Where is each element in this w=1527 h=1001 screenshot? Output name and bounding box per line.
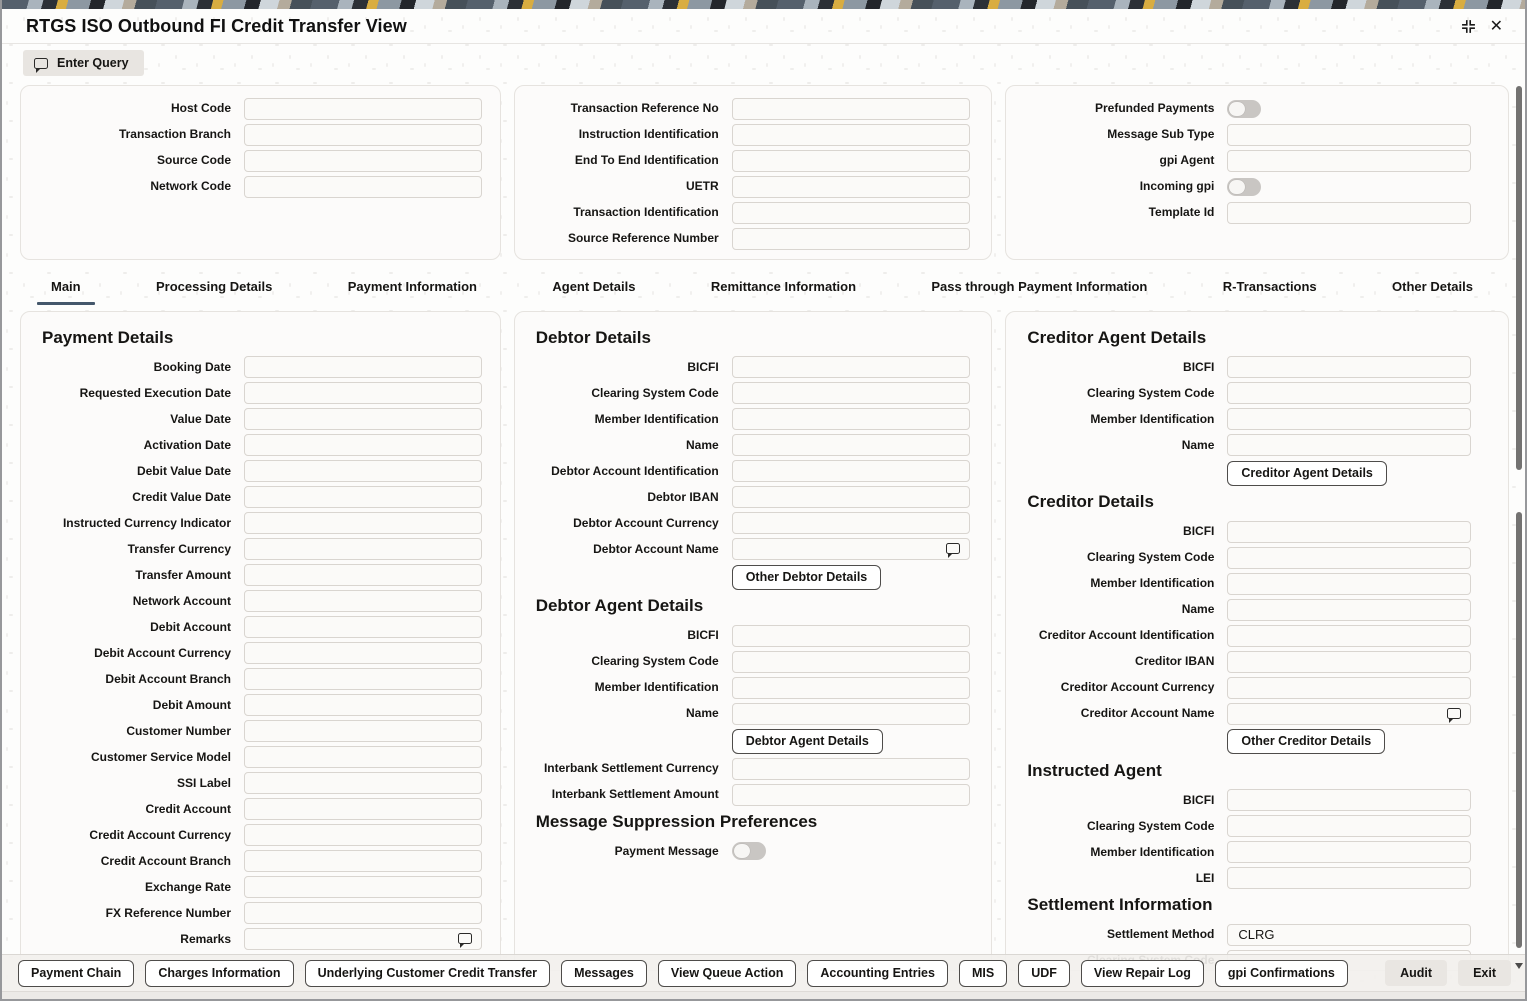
creditor-agent-details-heading: Creditor Agent Details	[1027, 328, 1207, 347]
transaction-identification-input[interactable]	[732, 202, 970, 224]
source-code-input[interactable]	[244, 150, 482, 172]
underlying-customer-credit-transfer-button[interactable]: Underlying Customer Credit Transfer	[305, 960, 551, 987]
field-row	[21, 564, 484, 586]
udf-button[interactable]: UDF	[1018, 960, 1070, 987]
interbank-settlement-currency-input[interactable]	[732, 758, 970, 780]
field-row	[1006, 599, 1492, 621]
customer-number-input[interactable]	[244, 720, 482, 742]
field-row	[1006, 408, 1492, 430]
clearing-system-code-label: Clearing System Code	[1087, 385, 1215, 400]
page-title: RTGS ISO Outbound FI Credit Transfer View	[26, 16, 407, 36]
tab-other-details[interactable]: Other Details	[1392, 278, 1473, 294]
field-row	[21, 616, 484, 638]
instructed-currency-indicator-label: Instructed Currency Indicator	[62, 515, 231, 530]
payment-message-toggle[interactable]	[732, 842, 766, 860]
uetr-label: UETR	[686, 179, 719, 194]
debit-amount-input[interactable]	[244, 694, 482, 716]
instructed-agent-heading: Instructed Agent	[1027, 760, 1162, 780]
value-date-input[interactable]	[244, 408, 482, 430]
field-row	[21, 694, 484, 716]
customer-number-label: Customer Number	[126, 723, 231, 738]
charges-information-button[interactable]: Charges Information	[145, 960, 293, 987]
creditor-account-currency-label: Creditor Account Currency	[1060, 680, 1215, 695]
scrollbar-thumb-lower[interactable]	[1516, 512, 1522, 948]
creditor-iban-input[interactable]	[1227, 651, 1471, 673]
field-row	[515, 538, 976, 560]
field-row	[21, 876, 484, 898]
titlebar	[2, 9, 1525, 44]
debtor-agent-details-heading: Debtor Agent Details	[535, 596, 704, 616]
bicfi-label: BICFI	[687, 359, 719, 374]
credit-account-currency-label: Credit Account Currency	[89, 827, 231, 842]
creditor-account-name-input[interactable]	[1227, 703, 1471, 725]
settlement-information-heading: Settlement Information	[1027, 895, 1213, 915]
reference-details-panel	[514, 85, 993, 260]
requested-execution-date-input[interactable]	[244, 382, 482, 404]
creditor-agent-details-button[interactable]: Creditor Agent Details	[1227, 461, 1387, 486]
transaction-branch-input[interactable]	[244, 124, 482, 146]
field-row	[1006, 356, 1492, 378]
tab-agent-details[interactable]: Agent Details	[552, 278, 636, 294]
view-repair-log-button[interactable]: View Repair Log	[1081, 960, 1204, 987]
bicfi-input[interactable]	[1227, 789, 1471, 811]
scrollbar-down-arrow-icon[interactable]	[1515, 963, 1523, 969]
network-code-input[interactable]	[244, 176, 482, 198]
comment-icon[interactable]	[946, 543, 960, 554]
comment-icon[interactable]	[458, 933, 472, 944]
comment-icon	[34, 58, 48, 69]
debtor-details-heading: Debtor Details	[535, 328, 651, 347]
creditor-account-currency-input[interactable]	[1227, 677, 1471, 699]
messages-button[interactable]: Messages	[561, 960, 647, 987]
debit-account-currency-label: Debit Account Currency	[94, 645, 231, 660]
field-row	[21, 538, 484, 560]
field-row	[515, 758, 976, 780]
bottom-strip	[2, 991, 1525, 999]
member-identification-input[interactable]	[1227, 573, 1471, 595]
bicfi-input[interactable]	[732, 356, 970, 378]
uetr-input[interactable]	[732, 176, 970, 198]
transfer-currency-label: Transfer Currency	[127, 541, 231, 556]
bicfi-label: BICFI	[687, 628, 719, 643]
field-row	[515, 124, 976, 146]
field-row	[21, 150, 484, 172]
transaction-branch-label: Transaction Branch	[118, 127, 231, 142]
field-row	[21, 668, 484, 690]
debtor-account-currency-input[interactable]	[732, 512, 970, 534]
debit-amount-label: Debit Amount	[152, 697, 231, 712]
template-id-input[interactable]	[1227, 202, 1471, 224]
field-row	[515, 382, 976, 404]
enter-query-button[interactable]	[23, 50, 144, 76]
field-row	[515, 98, 976, 120]
field-row	[515, 202, 976, 224]
incoming-gpi-label: Incoming gpi	[1139, 179, 1215, 194]
member-identification-label: Member Identification	[594, 411, 719, 426]
credit-account-input[interactable]	[244, 798, 482, 820]
lei-label: LEI	[1195, 870, 1215, 885]
accounting-entries-button[interactable]: Accounting Entries	[807, 960, 948, 987]
creditor-details-heading: Creditor Details	[1027, 492, 1154, 512]
gpi-agent-input[interactable]	[1227, 150, 1471, 172]
field-row	[1006, 924, 1492, 946]
end-to-end-identification-label: End To End Identification	[574, 153, 719, 168]
debtor-account-name-label: Debtor Account Name	[593, 541, 719, 556]
button-row	[515, 729, 976, 755]
field-row	[515, 434, 976, 456]
member-identification-label: Member Identification	[594, 680, 719, 695]
field-row	[21, 850, 484, 872]
field-row	[1006, 434, 1492, 456]
source-reference-number-label: Source Reference Number	[567, 231, 719, 246]
name-label: Name	[686, 706, 719, 721]
gpi-agent-label: gpi Agent	[1159, 153, 1215, 168]
tab-remittance-information[interactable]: Remittance Information	[710, 278, 857, 294]
exit-button[interactable]: Exit	[1458, 960, 1511, 986]
fx-reference-number-input[interactable]	[244, 902, 482, 924]
enter-query-label: Enter Query	[57, 56, 129, 70]
member-identification-label: Member Identification	[1090, 844, 1215, 859]
other-debtor-details-button[interactable]: Other Debtor Details	[732, 565, 882, 590]
clearing-system-code-input[interactable]	[1227, 547, 1471, 569]
field-row	[21, 824, 484, 846]
field-row	[1006, 521, 1492, 543]
requested-execution-date-label: Requested Execution Date	[79, 385, 231, 400]
field-row	[21, 642, 484, 664]
debit-account-branch-input[interactable]	[244, 668, 482, 690]
field-row	[515, 651, 976, 673]
debtor-account-identification-label: Debtor Account Identification	[551, 463, 719, 478]
credit-account-branch-label: Credit Account Branch	[100, 853, 231, 868]
field-row	[21, 590, 484, 612]
credit-value-date-label: Credit Value Date	[132, 489, 231, 504]
debit-value-date-input[interactable]	[244, 460, 482, 482]
message-suppression-preferences-heading: Message Suppression Preferences	[535, 811, 818, 831]
prefunded-payments-toggle[interactable]	[1227, 100, 1261, 118]
field-row	[515, 512, 976, 534]
field-row	[515, 150, 976, 172]
field-row	[1006, 124, 1492, 146]
settlement-method-input[interactable]	[1227, 924, 1471, 946]
ssi-label-input[interactable]	[244, 772, 482, 794]
tab-main[interactable]: Main	[49, 275, 83, 298]
member-identification-input[interactable]	[732, 677, 970, 699]
field-row	[21, 746, 484, 768]
instruction-identification-label: Instruction Identification	[578, 127, 719, 142]
field-row	[1006, 677, 1492, 699]
transfer-currency-input[interactable]	[244, 538, 482, 560]
prefunded-payments-label: Prefunded Payments	[1095, 101, 1215, 116]
clearing-system-code-input[interactable]	[1227, 815, 1471, 837]
debit-account-label: Debit Account	[150, 619, 231, 634]
toolbar	[2, 44, 1525, 83]
toggle-row	[515, 840, 976, 862]
activation-date-input[interactable]	[244, 434, 482, 456]
creditor-iban-label: Creditor IBAN	[1135, 654, 1215, 669]
name-input[interactable]	[732, 434, 970, 456]
transfer-amount-label: Transfer Amount	[135, 567, 231, 582]
footer-bar	[2, 954, 1525, 991]
name-label: Name	[686, 437, 719, 452]
network-code-label: Network Code	[150, 179, 231, 194]
field-row	[1006, 573, 1492, 595]
button-row	[1006, 460, 1492, 486]
field-row	[515, 408, 976, 430]
bicfi-input[interactable]	[1227, 356, 1471, 378]
comment-icon[interactable]	[1447, 708, 1461, 719]
view-queue-action-button[interactable]: View Queue Action	[658, 960, 797, 987]
remarks-label: Remarks	[180, 931, 231, 946]
creditor-account-identification-label: Creditor Account Identification	[1038, 628, 1215, 643]
debtor-iban-label: Debtor IBAN	[647, 489, 719, 504]
member-identification-label: Member Identification	[1090, 576, 1215, 591]
payment-chain-button[interactable]: Payment Chain	[18, 960, 134, 987]
debit-account-input[interactable]	[244, 616, 482, 638]
member-identification-input[interactable]	[732, 408, 970, 430]
interbank-settlement-amount-label: Interbank Settlement Amount	[551, 787, 719, 802]
credit-account-label: Credit Account	[145, 801, 231, 816]
field-row	[1006, 547, 1492, 569]
debtor-account-currency-label: Debtor Account Currency	[573, 515, 719, 530]
header-field-panels	[2, 85, 1525, 260]
booking-date-label: Booking Date	[153, 359, 231, 374]
name-input[interactable]	[1227, 434, 1471, 456]
field-row	[515, 625, 976, 647]
creditor-account-identification-input[interactable]	[1227, 625, 1471, 647]
member-identification-input[interactable]	[1227, 408, 1471, 430]
template-id-label: Template Id	[1148, 205, 1215, 220]
field-row	[1006, 703, 1492, 725]
exchange-rate-input[interactable]	[244, 876, 482, 898]
field-row	[21, 460, 484, 482]
transaction-reference-no-input[interactable]	[732, 98, 970, 120]
field-row	[21, 720, 484, 742]
customer-service-model-input[interactable]	[244, 746, 482, 768]
clearing-system-code-input[interactable]	[732, 651, 970, 673]
debtor-account-name-input[interactable]	[732, 538, 970, 560]
message-sub-type-input[interactable]	[1227, 124, 1471, 146]
main-content	[2, 306, 1525, 971]
name-label: Name	[1181, 602, 1215, 617]
button-row	[515, 564, 976, 590]
field-row	[1006, 382, 1492, 404]
toggle-row	[1006, 176, 1492, 198]
debit-value-date-label: Debit Value Date	[136, 463, 231, 478]
scrollbar-thumb-upper[interactable]	[1516, 86, 1522, 470]
bicfi-input[interactable]	[1227, 521, 1471, 543]
field-row	[21, 928, 484, 950]
remarks-input[interactable]	[244, 928, 482, 950]
field-row	[1006, 651, 1492, 673]
fx-reference-number-label: FX Reference Number	[105, 905, 231, 920]
field-row	[21, 124, 484, 146]
settlement-method-label: Settlement Method	[1107, 926, 1215, 941]
clearing-system-code-label: Clearing System Code	[1087, 818, 1215, 833]
name-input[interactable]	[732, 703, 970, 725]
close-icon[interactable]: ✕	[1489, 17, 1503, 35]
debtor-account-identification-input[interactable]	[732, 460, 970, 482]
field-row	[515, 703, 976, 725]
bicfi-label: BICFI	[1183, 359, 1215, 374]
debtor-column	[514, 311, 993, 971]
credit-account-currency-input[interactable]	[244, 824, 482, 846]
gpi-confirmations-button[interactable]: gpi Confirmations	[1215, 960, 1348, 987]
host-code-label: Host Code	[171, 101, 231, 116]
tab-pass-through-payment-information[interactable]: Pass through Payment Information	[931, 278, 1148, 294]
audit-button[interactable]: Audit	[1385, 960, 1447, 986]
booking-date-input[interactable]	[244, 356, 482, 378]
settlement-method-value: CLRG	[1238, 927, 1275, 943]
bicfi-input[interactable]	[732, 625, 970, 647]
exchange-rate-label: Exchange Rate	[144, 879, 231, 894]
debtor-agent-details-button[interactable]: Debtor Agent Details	[732, 729, 883, 754]
credit-value-date-input[interactable]	[244, 486, 482, 508]
customer-service-model-label: Customer Service Model	[90, 749, 231, 764]
host-code-input[interactable]	[244, 98, 482, 120]
lei-input[interactable]	[1227, 867, 1471, 889]
field-row	[1006, 815, 1492, 837]
message-sub-type-label: Message Sub Type	[1107, 127, 1215, 142]
tab-bar	[49, 270, 1475, 302]
field-row	[515, 356, 976, 378]
payment-details-column	[20, 311, 501, 971]
clearing-system-code-label: Clearing System Code	[591, 385, 719, 400]
field-row	[1006, 841, 1492, 863]
host-details-panel	[20, 85, 501, 260]
payment-message-label: Payment Message	[614, 843, 719, 858]
credit-account-branch-input[interactable]	[244, 850, 482, 872]
member-identification-input[interactable]	[1227, 841, 1471, 863]
mis-button[interactable]: MIS	[959, 960, 1007, 987]
field-row	[1006, 625, 1492, 647]
end-to-end-identification-input[interactable]	[732, 150, 970, 172]
name-input[interactable]	[1227, 599, 1471, 621]
field-row	[21, 98, 484, 120]
field-row	[515, 228, 976, 250]
instruction-identification-input[interactable]	[732, 124, 970, 146]
transaction-reference-no-label: Transaction Reference No	[570, 101, 719, 116]
field-row	[1006, 789, 1492, 811]
transaction-identification-label: Transaction Identification	[573, 205, 719, 220]
transfer-amount-input[interactable]	[244, 564, 482, 586]
source-code-label: Source Code	[156, 153, 231, 168]
field-row	[21, 512, 484, 534]
restore-icon[interactable]	[1461, 19, 1476, 34]
debit-account-currency-input[interactable]	[244, 642, 482, 664]
clearing-system-code-label: Clearing System Code	[1087, 550, 1215, 565]
incoming-gpi-toggle[interactable]	[1227, 178, 1261, 196]
tab-r-transactions[interactable]: R-Transactions	[1222, 278, 1317, 294]
field-row	[21, 176, 484, 198]
tab-processing-details[interactable]: Processing Details	[156, 278, 273, 294]
bicfi-label: BICFI	[1183, 524, 1215, 539]
field-row	[21, 902, 484, 924]
clearing-system-code-input[interactable]	[1227, 382, 1471, 404]
tab-payment-information[interactable]: Payment Information	[347, 278, 477, 294]
field-row	[515, 784, 976, 806]
top-pattern-strip	[2, 0, 1525, 9]
gpi-details-panel	[1005, 85, 1509, 260]
toggle-row	[1006, 98, 1492, 120]
debit-account-branch-label: Debit Account Branch	[105, 671, 231, 686]
interbank-settlement-amount-input[interactable]	[732, 784, 970, 806]
value-date-label: Value Date	[170, 411, 231, 426]
field-row	[515, 176, 976, 198]
button-row	[1006, 729, 1492, 755]
creditor-column	[1005, 311, 1509, 971]
field-row	[21, 356, 484, 378]
bicfi-label: BICFI	[1183, 792, 1215, 807]
field-row	[21, 434, 484, 456]
ssi-label-label: SSI Label	[176, 775, 231, 790]
field-row	[1006, 150, 1492, 172]
name-label: Name	[1181, 437, 1215, 452]
field-row	[21, 408, 484, 430]
field-row	[515, 460, 976, 482]
field-row	[1006, 202, 1492, 224]
field-row	[21, 798, 484, 820]
network-account-input[interactable]	[244, 590, 482, 612]
field-row	[515, 486, 976, 508]
payment-details-heading: Payment Details	[42, 328, 174, 347]
debtor-iban-input[interactable]	[732, 486, 970, 508]
instructed-currency-indicator-input[interactable]	[244, 512, 482, 534]
clearing-system-code-input[interactable]	[732, 382, 970, 404]
field-row	[21, 772, 484, 794]
interbank-settlement-currency-label: Interbank Settlement Currency	[543, 761, 719, 776]
field-row	[1006, 867, 1492, 889]
field-row	[21, 382, 484, 404]
field-row	[515, 677, 976, 699]
creditor-account-name-label: Creditor Account Name	[1080, 706, 1215, 721]
window-controls	[1461, 19, 1503, 35]
activation-date-label: Activation Date	[143, 437, 231, 452]
source-reference-number-input[interactable]	[732, 228, 970, 250]
member-identification-label: Member Identification	[1090, 411, 1215, 426]
other-creditor-details-button[interactable]: Other Creditor Details	[1227, 729, 1385, 754]
network-account-label: Network Account	[132, 593, 231, 608]
clearing-system-code-label: Clearing System Code	[591, 654, 719, 669]
field-row	[21, 486, 484, 508]
